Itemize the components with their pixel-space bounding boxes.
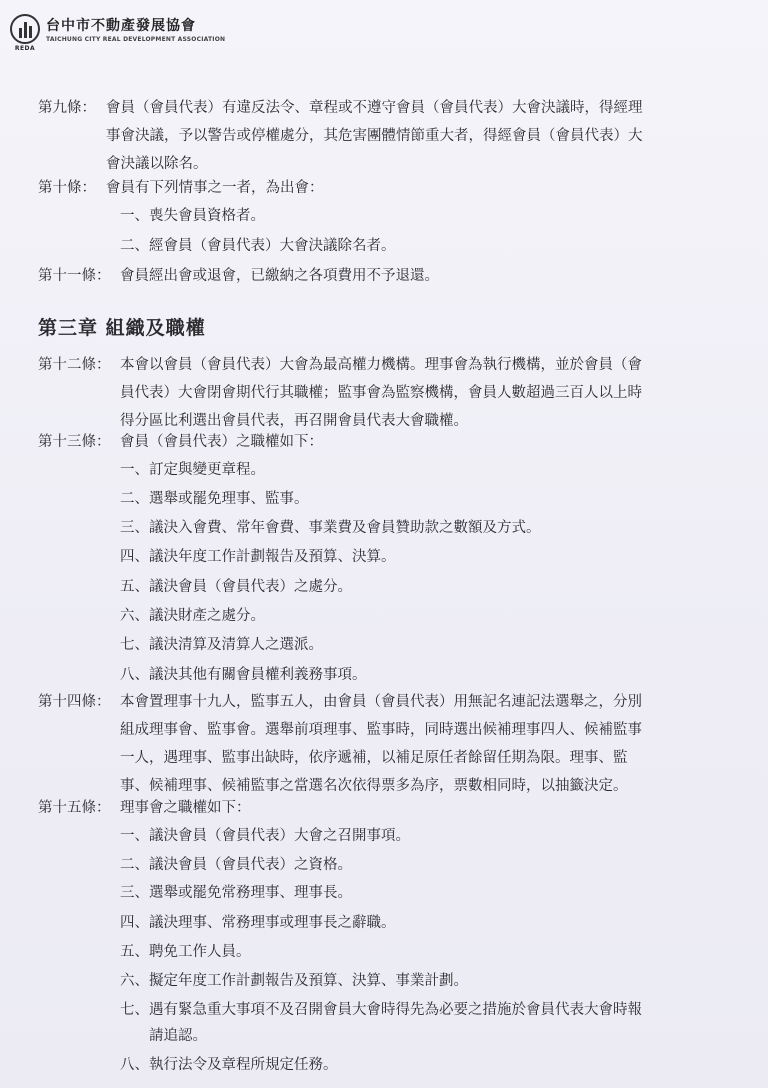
list-item: 六、議決財產之處分。: [120, 608, 265, 624]
article-label: 第十一條：: [38, 268, 111, 284]
article-text-line: 本會置理事十九人，監事五人，由會員（會員代表）用無記名連記法選舉之，分別: [120, 694, 642, 710]
article-text-line: 本會以會員（會員代表）大會為最高權力機構。理事會為執行機構，並於會員（會: [120, 357, 642, 373]
list-item: 二、經會員（會員代表）大會決議除名者。: [120, 238, 396, 254]
article-text-line: 會決議以除名。: [106, 156, 208, 172]
list-item: 三、議決入會費、常年會費、事業費及會員贊助款之數額及方式。: [120, 520, 541, 536]
list-item: 七、遇有緊急重大事項不及召開會員大會時得先為必要之措施於會員代表大會時報: [120, 1002, 642, 1018]
article-text-line: 會員（會員代表）之職權如下：: [120, 434, 323, 450]
list-item: 八、議決其他有關會員權利義務事項。: [120, 667, 367, 683]
list-item: 一、訂定與變更章程。: [120, 462, 265, 478]
chapter-heading: 第三章 組織及職權: [38, 317, 206, 339]
article-text-line: 會員（會員代表）有違反法令、章程或不遵守會員（會員代表）大會決議時，得經理: [106, 100, 643, 116]
article-text-line: 事會決議，予以警告或停權處分，其危害團體情節重大者，得經會員（會員代表）大: [106, 128, 643, 144]
article-label: 第十三條：: [38, 434, 111, 450]
building-emblem-icon: [10, 14, 40, 52]
article-text-line: 事、候補理事、候補監事之當選名次依得票多為序，票數相同時，以抽籤決定。: [120, 778, 628, 794]
list-item: 七、議決清算及清算人之選派。: [120, 637, 323, 653]
org-name-en: TAICHUNG CITY REAL DEVELOPMENT ASSOCIATION: [46, 36, 226, 43]
list-item: 四、議決理事、常務理事或理事長之辭職。: [120, 915, 396, 931]
list-item: 一、議決會員（會員代表）大會之召開事項。: [120, 828, 410, 844]
article-label: 第十四條：: [38, 694, 111, 710]
list-item: 請追認。: [120, 1028, 207, 1044]
org-name-zh: 台中市不動產發展協會: [46, 18, 196, 34]
list-item: 五、聘免工作人員。: [120, 944, 251, 960]
article-text-line: 員代表）大會閉會期代行其職權；監事會為監察機構，會員人數超過三百人以上時: [120, 385, 642, 401]
article-label: 第十五條：: [38, 800, 111, 816]
article-text-line: 組成理事會、監事會。選舉前項理事、監事時，同時選出候補理事四人、候補監事: [120, 722, 642, 738]
association-logo: [10, 14, 226, 52]
list-item: 六、擬定年度工作計劃報告及預算、決算、事業計劃。: [120, 973, 468, 989]
article-text-line: 得分區比利選出會員代表，再召開會員代表大會職權。: [120, 413, 468, 429]
list-item: 五、議決會員（會員代表）之處分。: [120, 579, 352, 595]
article-text-line: 會員經出會或退會，已繳納之各項費用不予退還。: [120, 268, 439, 284]
article-label: 第十條：: [38, 180, 96, 196]
list-item: 二、選舉或罷免理事、監事。: [120, 491, 309, 507]
article-label: 第九條：: [38, 100, 96, 116]
logo-mark: REDA: [14, 45, 36, 52]
article-text-line: 一人，遇理事、監事出缺時，依序遞補，以補足原任者餘留任期為限。理事、監: [120, 750, 628, 766]
article-label: 第十二條：: [38, 357, 111, 373]
list-item: 三、選舉或罷免常務理事、理事長。: [120, 885, 352, 901]
list-item: 八、執行法令及章程所規定任務。: [120, 1057, 338, 1073]
list-item: 四、議決年度工作計劃報告及預算、決算。: [120, 549, 396, 565]
list-item: 二、議決會員（會員代表）之資格。: [120, 857, 352, 873]
article-text-line: 理事會之職權如下：: [120, 800, 251, 816]
list-item: 一、喪失會員資格者。: [120, 208, 265, 224]
article-text-line: 會員有下列情事之一者，為出會：: [106, 180, 324, 196]
